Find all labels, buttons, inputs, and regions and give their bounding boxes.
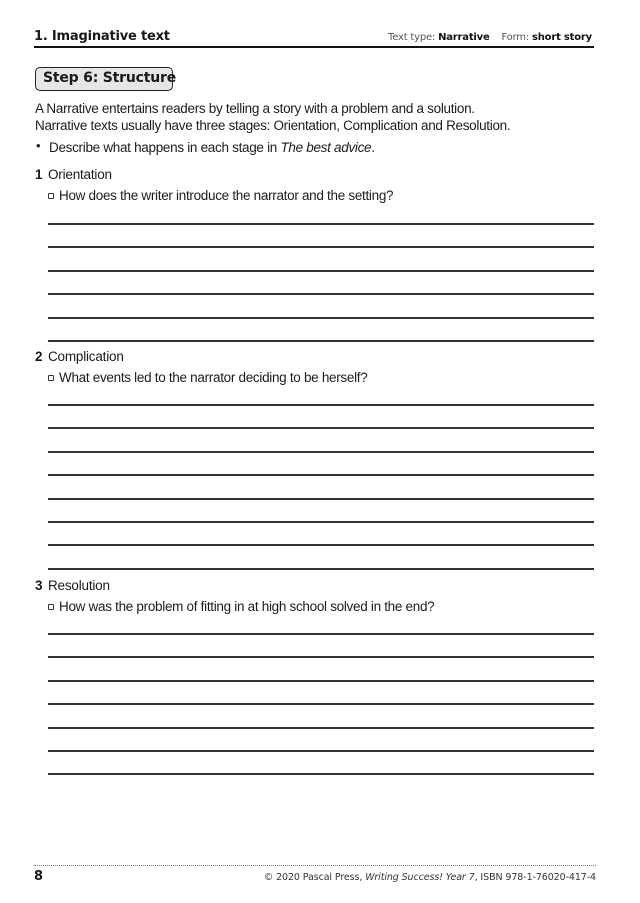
writing-line[interactable] [48,521,594,523]
footer-divider [34,865,596,866]
copyright-prefix: © 2020 Pascal Press, [263,872,366,883]
writing-line[interactable] [48,498,594,500]
bullet-icon: • [36,138,41,153]
writing-line[interactable] [48,656,594,658]
writing-line[interactable] [48,544,594,546]
step-label: Step 6: Structure [43,70,176,86]
writing-line[interactable] [48,223,594,225]
intro-line-2: Narrative texts usually have three stages: Orientation, Complication and Resolution. [35,118,511,133]
section-title-orientation: Orientation [48,167,112,182]
question-square-icon [48,375,54,381]
writing-line[interactable] [48,750,594,752]
writing-line[interactable] [48,633,594,635]
instruction-end: . [371,140,375,155]
text-type-label: Text type: [387,32,436,43]
writing-line[interactable] [48,246,594,248]
header-divider [34,46,594,48]
book-title: Writing Success! Year 7 [365,872,475,883]
text-type-info [388,32,592,43]
instruction-bullet [49,140,375,155]
writing-line[interactable] [48,427,594,429]
page-number: 8 [34,869,44,884]
section-number: 3 [35,578,43,593]
writing-line[interactable] [48,568,594,570]
isbn: , ISBN 978-1-76020-417-4 [474,872,596,883]
form-value: short story [532,32,592,43]
section-title-complication: Complication [48,349,124,364]
question-square-icon [48,193,54,199]
writing-line[interactable] [48,293,594,295]
section-title-resolution: Resolution [48,578,110,593]
intro-line-1: A Narrative entertains readers by telling a story with a problem and a solution. [35,101,475,116]
writing-line[interactable] [48,680,594,682]
form-label: Form: [501,32,530,43]
story-title: The best advice [280,140,372,155]
writing-line[interactable] [48,317,594,319]
question-square-icon [48,604,54,610]
question-orientation: How does the writer introduce the narrator and the setting? [59,188,394,203]
copyright-notice [264,872,596,883]
writing-line[interactable] [48,340,594,342]
writing-line[interactable] [48,270,594,272]
text-type-value: Narrative [438,32,490,43]
question-resolution: How was the problem of fitting in at high school solved in the end? [59,599,435,614]
writing-line[interactable] [48,474,594,476]
question-complication: What events led to the narrator deciding to be herself? [59,370,368,385]
section-number: 2 [35,349,43,364]
instruction-text: Describe what happens in each stage in [49,140,281,155]
section-number: 1 [35,167,43,182]
writing-line[interactable] [48,404,594,406]
section-title: 1. Imaginative text [34,29,170,44]
writing-line[interactable] [48,451,594,453]
writing-line[interactable] [48,727,594,729]
writing-line[interactable] [48,773,594,775]
writing-line[interactable] [48,703,594,705]
